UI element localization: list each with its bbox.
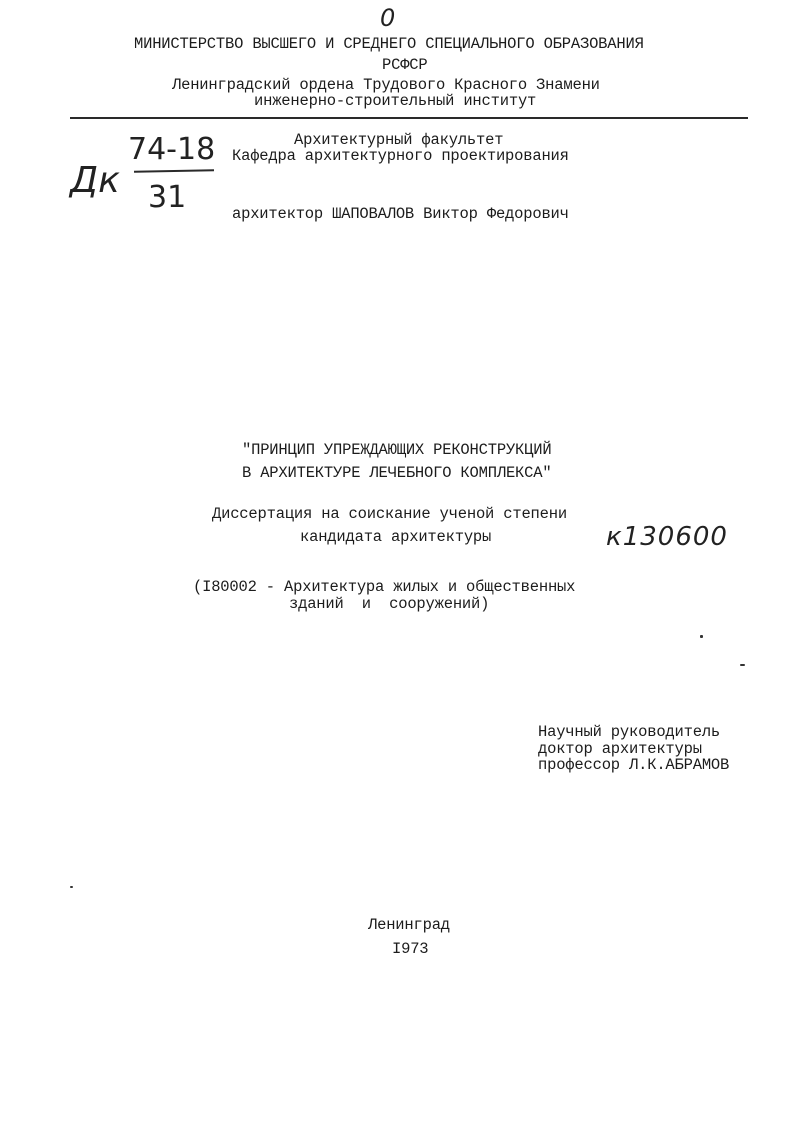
header-divider xyxy=(70,117,748,119)
scan-speck xyxy=(700,635,703,638)
specialty-line-2: зданий и сооружений) xyxy=(289,595,490,613)
degree-line-1: Диссертация на соискание ученой степени xyxy=(212,505,567,523)
republic-line: РСФСР xyxy=(382,56,428,74)
handwritten-code-left: Дк xyxy=(70,160,120,201)
ministry-line: МИНИСТЕРСТВО ВЫСШЕГО И СРЕДНЕГО СПЕЦИАЛЬНОГО ОБРАЗОВАНИЯ xyxy=(134,35,644,53)
handwritten-page-mark: 0 xyxy=(380,4,396,32)
author-line: архитектор ШАПОВАЛОВ Виктор Федорович xyxy=(232,205,569,223)
supervisor-role: Научный руководитель xyxy=(538,723,721,741)
handwritten-code-top: 74-18 xyxy=(128,132,216,167)
handwritten-underline xyxy=(134,169,214,172)
degree-line-2: кандидата архитектуры xyxy=(300,528,492,546)
handwritten-inventory-number: к130600 xyxy=(606,522,728,552)
city: Ленинград xyxy=(368,916,450,934)
institute-line-2: инженерно-строительный институт xyxy=(254,92,537,110)
faculty-line: Архитектурный факультет xyxy=(294,131,504,149)
supervisor-name: профессор Л.К.АБРАМОВ xyxy=(538,756,730,774)
chair-line: Кафедра архитектурного проектирования xyxy=(232,147,569,165)
year: I973 xyxy=(392,940,429,958)
handwritten-code-bottom: 31 xyxy=(148,180,187,215)
scan-speck xyxy=(740,664,745,666)
specialty-line-1: (I80002 - Архитектура жилых и общественных xyxy=(193,578,576,596)
institute-line-1: Ленинградский ордена Трудового Красного Знамени xyxy=(172,76,600,94)
supervisor-degree: доктор архитектуры xyxy=(538,740,702,758)
dissertation-title-line-1: "ПРИНЦИП УПРЕЖДАЮЩИХ РЕКОНСТРУКЦИЙ xyxy=(242,441,552,459)
scan-speck xyxy=(70,886,73,888)
dissertation-title-line-2: В АРХИТЕКТУРЕ ЛЕЧЕБНОГО КОМПЛЕКСА" xyxy=(242,464,552,482)
